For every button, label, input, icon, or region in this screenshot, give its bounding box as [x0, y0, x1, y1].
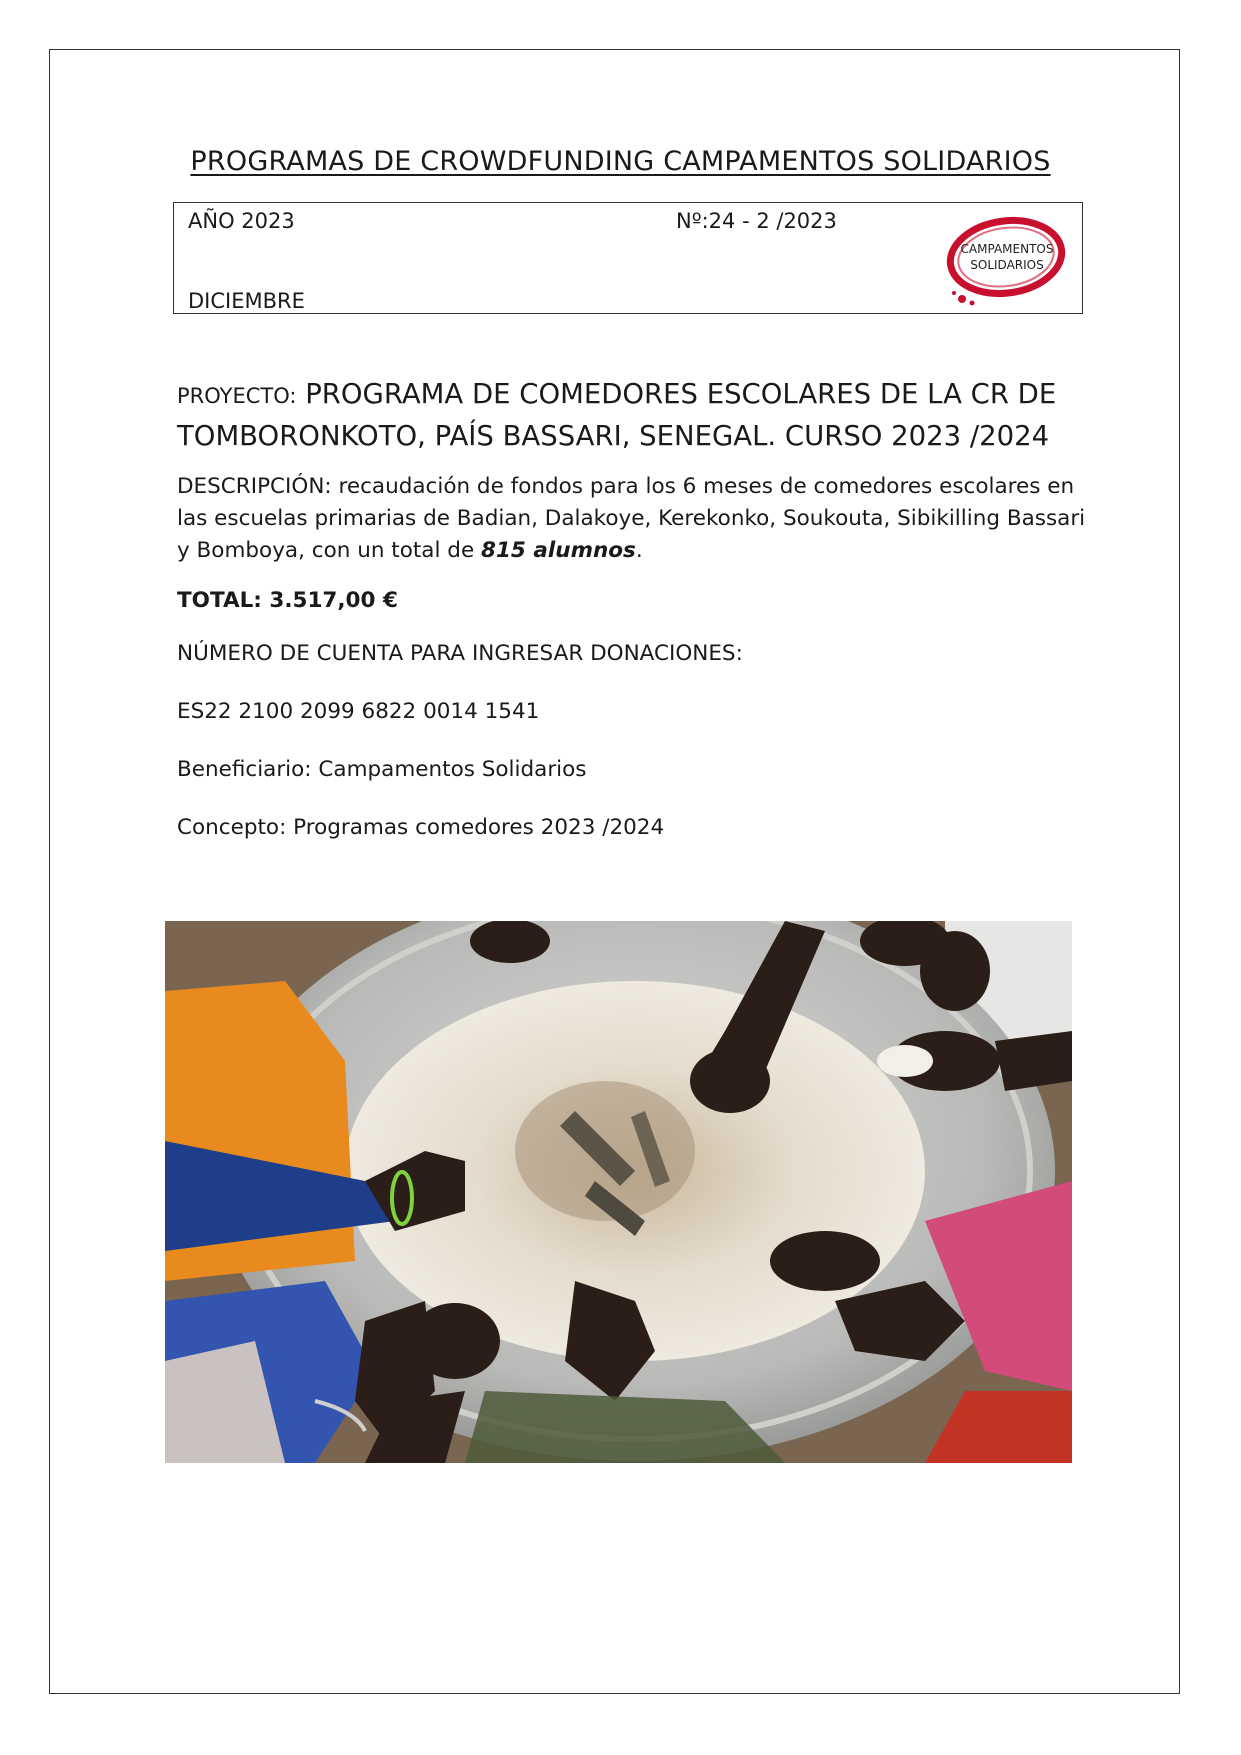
project-label: PROYECTO:	[177, 384, 297, 408]
rice-bowl-photo	[165, 921, 1072, 1463]
campamentos-solidarios-logo	[940, 213, 1070, 307]
header-number: Nº:24 - 2 /2023	[676, 209, 837, 233]
page-title: PROGRAMAS DE CROWDFUNDING CAMPAMENTOS SOLIDARIOS	[190, 146, 1051, 177]
iban-number: ES22 2100 2099 6822 0014 1541	[177, 699, 540, 724]
concept: Concepto: Programas comedores 2023 /2024	[177, 815, 665, 840]
header-year: AÑO 2023	[188, 209, 295, 233]
description	[177, 471, 1087, 567]
svg-text:SOLIDARIOS: SOLIDARIOS	[970, 258, 1044, 272]
account-label: NÚMERO DE CUENTA PARA INGRESAR DONACIONES:	[177, 641, 743, 666]
project-block	[177, 374, 1077, 456]
header-month: DICIEMBRE	[188, 289, 305, 313]
header-box	[173, 202, 1083, 314]
students-count: 815 alumnos	[481, 538, 636, 563]
description-text: DESCRIPCIÓN: recaudación de fondos para los 6 meses de comedores escolares en las escuelas primarias de Badian, Dalakoye, Kerekonko, Soukouta, Sibikilling Bassari y Bomboya, con un total de	[177, 474, 1086, 563]
total-amount: TOTAL: 3.517,00 €	[177, 588, 398, 613]
svg-text:CAMPAMENTOS: CAMPAMENTOS	[960, 242, 1054, 256]
project-name: PROGRAMA DE COMEDORES ESCOLARES DE LA CR DE TOMBORONKOTO, PAÍS BASSARI, SENEGAL. CURSO 2023 /2024	[177, 378, 1057, 452]
beneficiary: Beneficiario: Campamentos Solidarios	[177, 757, 587, 782]
description-end: .	[635, 538, 643, 563]
